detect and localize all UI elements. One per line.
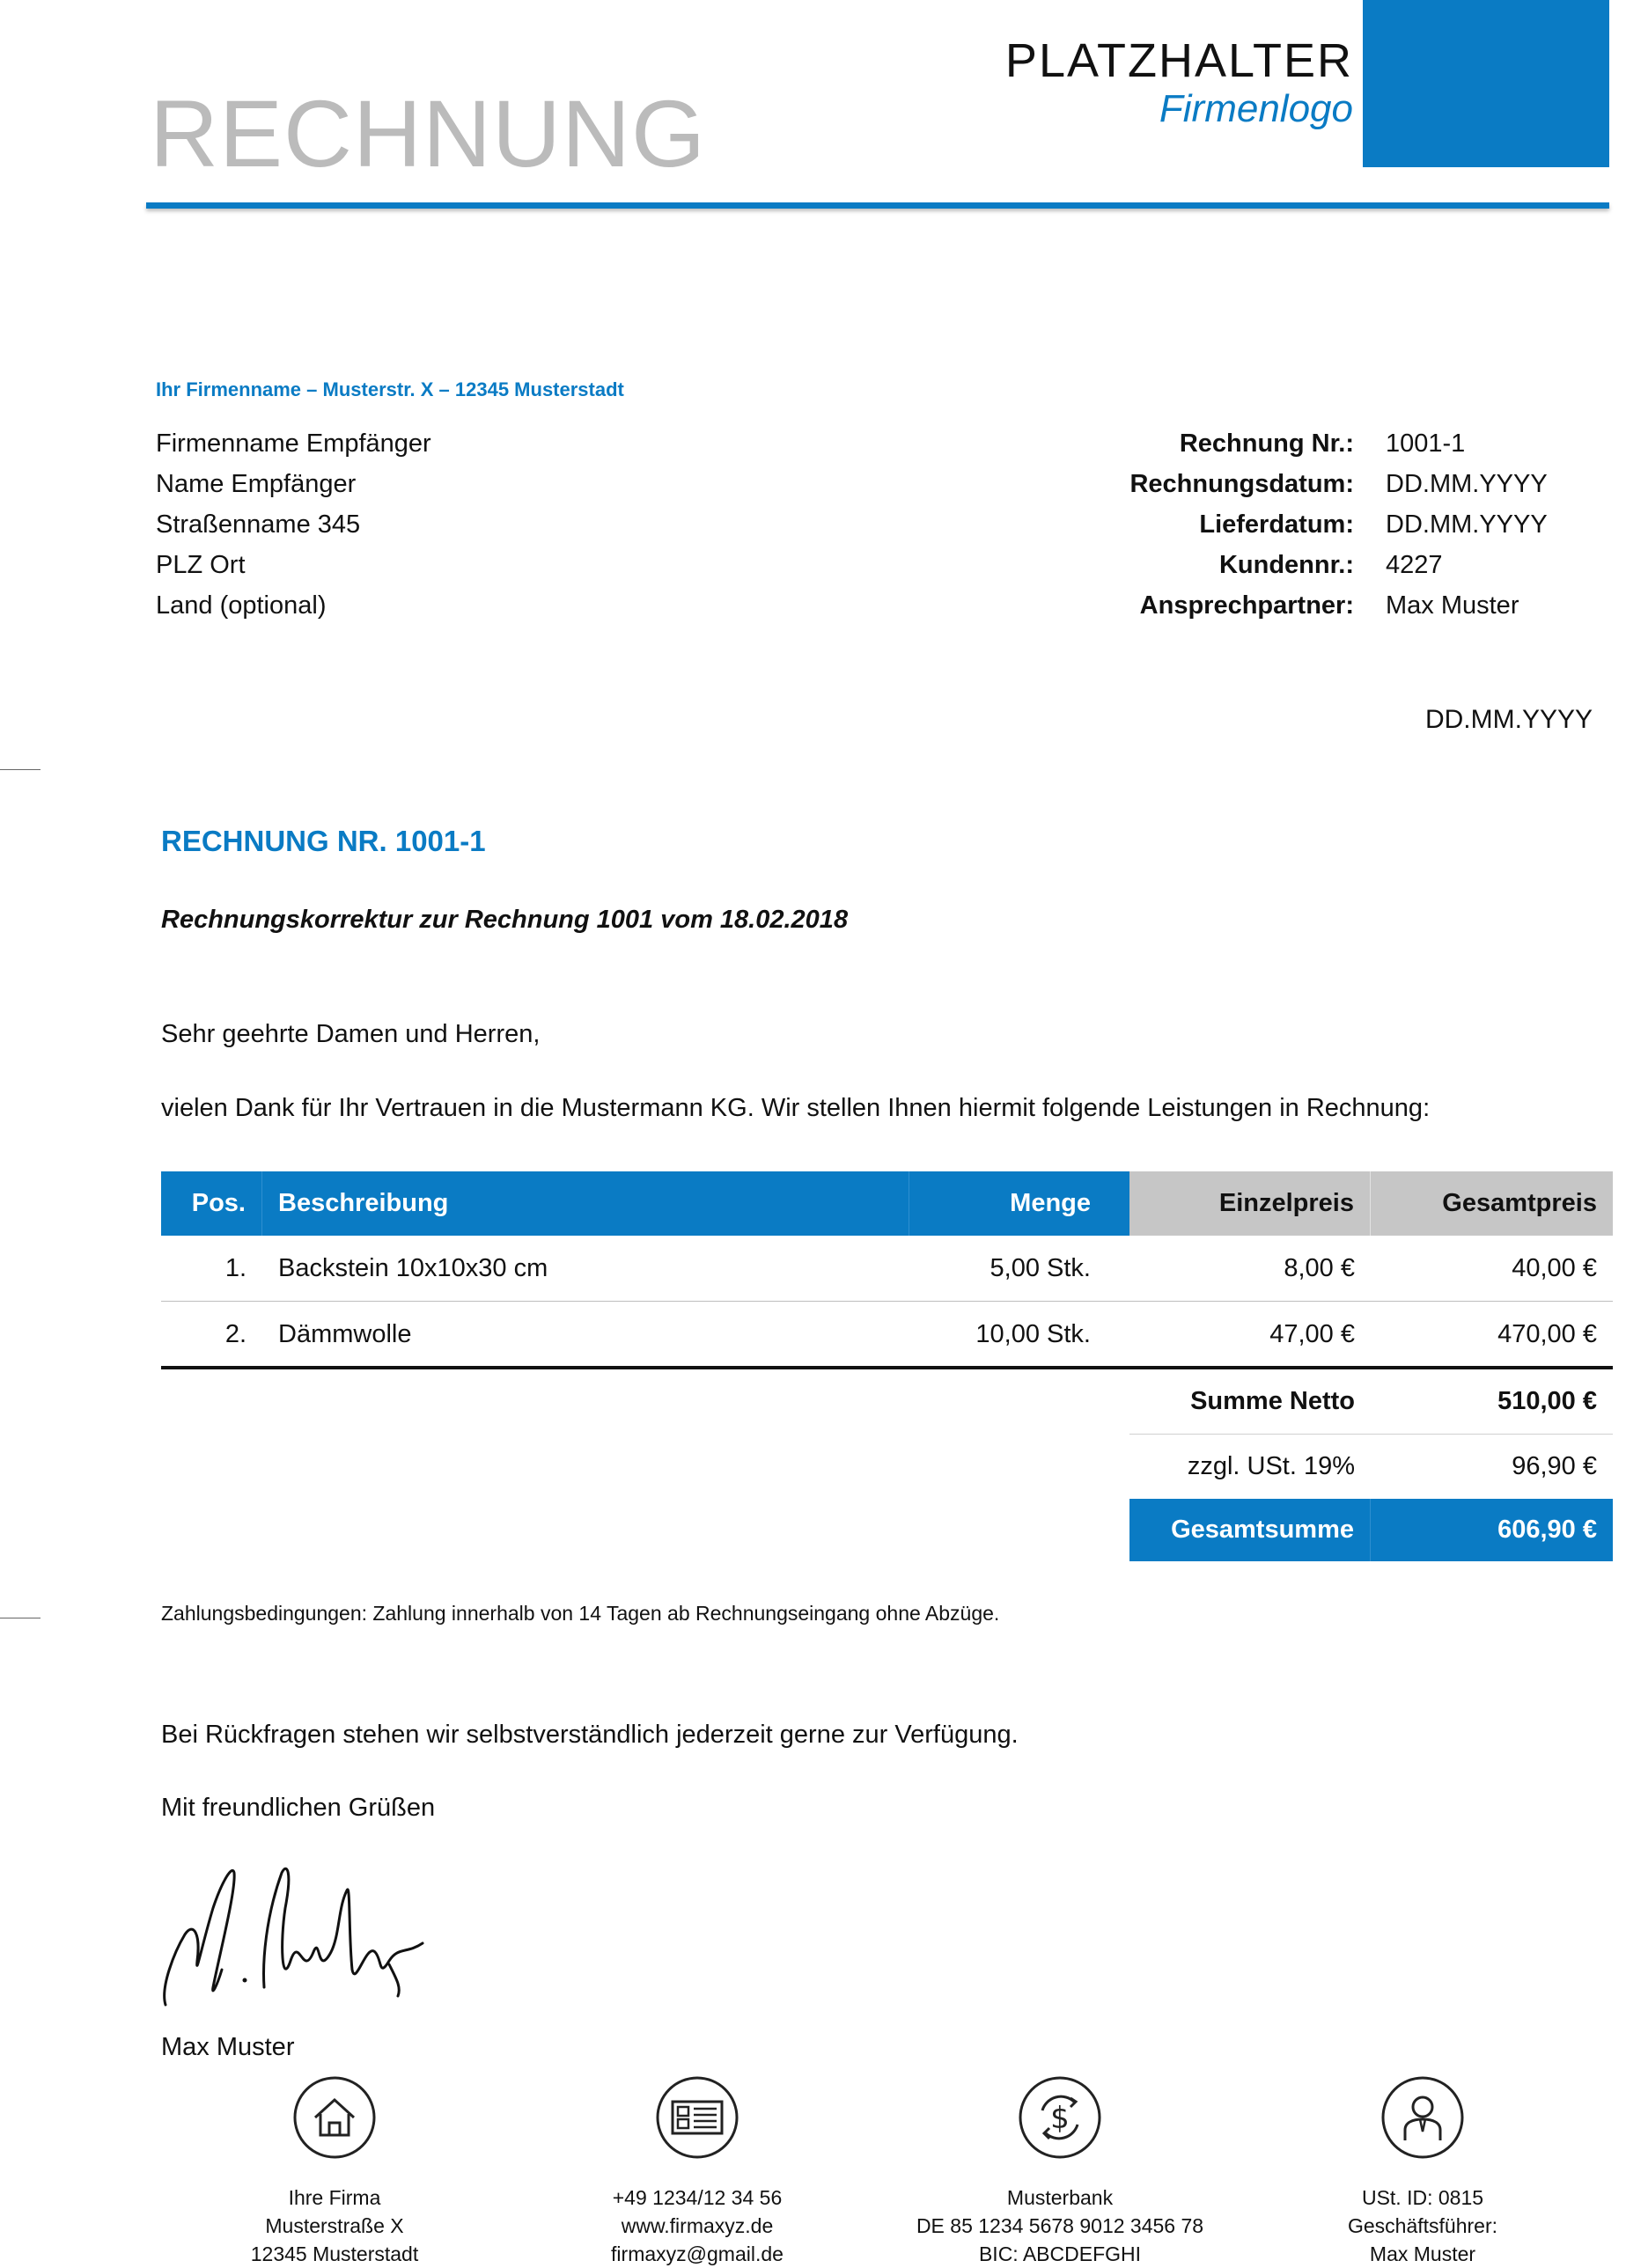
- footer-line: Ihre Firma: [288, 2186, 381, 2209]
- meta-label: Rechnungsdatum:: [1129, 470, 1354, 498]
- invoice-meta-block: [1012, 423, 1558, 626]
- row-quantity: 5,00 Stk.: [990, 1254, 1091, 1282]
- net-sum-row: [1129, 1369, 1613, 1434]
- fold-mark-upper: [0, 769, 40, 770]
- header-description: Beschreibung: [262, 1171, 909, 1236]
- meta-label: Kundennr.:: [1218, 551, 1354, 579]
- meta-row-customer-number: [1012, 545, 1558, 585]
- footer-company: [150, 2075, 519, 2268]
- vat-value: 96,90 €: [1512, 1452, 1597, 1480]
- net-sum-label: Summe Netto: [1190, 1387, 1355, 1415]
- meta-label: Rechnung Nr.:: [1179, 429, 1354, 458]
- footer-line: www.firmaxyz.de: [621, 2214, 774, 2237]
- handwritten-signature: [158, 1855, 449, 2014]
- header-pos: Pos.: [161, 1171, 262, 1236]
- recipient-line: PLZ Ort: [156, 551, 246, 579]
- signer-name: Max Muster: [161, 2033, 295, 2061]
- sender-return-line: Ihr Firmenname – Musterstr. X – 12345 Musterstadt: [156, 378, 624, 400]
- footer-management: [1238, 2075, 1608, 2268]
- meta-row-invoice-number: [1012, 423, 1558, 464]
- bank-dollar-icon: [1018, 2075, 1102, 2160]
- line-items-table: [161, 1171, 1613, 1561]
- row-description: Backstein 10x10x30 cm: [278, 1254, 548, 1282]
- row-unit-price: 47,00 €: [1269, 1320, 1355, 1348]
- footer-line: Musterbank: [1006, 2186, 1114, 2209]
- footer-text: [1238, 2184, 1608, 2268]
- header-quantity: Menge: [909, 1171, 1129, 1236]
- meta-row-delivery-date: [1012, 504, 1558, 545]
- payment-terms: Zahlungsbedingungen: Zahlung innerhalb von 14 Tagen ab Rechnungseingang ohne Abzüge.: [161, 1602, 1000, 1625]
- footer-bank: [875, 2075, 1245, 2268]
- logo-color-block: [1363, 0, 1609, 167]
- table-header-row: [161, 1171, 1613, 1236]
- contact-card-icon: [655, 2075, 739, 2160]
- row-pos: 1.: [224, 1254, 246, 1282]
- meta-value: 1001-1: [1386, 429, 1466, 458]
- meta-row-contact-person: [1012, 585, 1558, 626]
- vat-row: [1129, 1435, 1613, 1499]
- header-unit-price: Einzelpreis: [1129, 1171, 1371, 1236]
- invoice-title: RECHNUNG NR. 1001-1: [161, 825, 486, 857]
- grand-total-row: [1129, 1499, 1613, 1561]
- footer-text: [875, 2184, 1245, 2268]
- vat-label: zzgl. USt. 19%: [1187, 1452, 1355, 1480]
- correction-subtitle: Rechnungskorrektur zur Rechnung 1001 vom 18.02.2018: [161, 906, 849, 934]
- meta-value: Max Muster: [1386, 591, 1519, 620]
- recipient-line: Land (optional): [156, 591, 327, 620]
- footer-line: Geschäftsführer:: [1347, 2214, 1498, 2237]
- footer-line: BIC: ABCDEFGHI: [978, 2242, 1142, 2265]
- meta-value: 4227: [1386, 551, 1443, 579]
- footer-line: +49 1234/12 34 56: [612, 2186, 783, 2209]
- meta-label: Ansprechpartner:: [1139, 591, 1354, 620]
- manager-person-icon: [1380, 2075, 1465, 2160]
- footer-contact: [512, 2075, 882, 2268]
- row-unit-price: 8,00 €: [1284, 1254, 1355, 1282]
- row-description: Dämmwolle: [278, 1320, 412, 1348]
- meta-value: DD.MM.YYYY: [1386, 510, 1548, 539]
- recipient-line: Name Empfänger: [156, 470, 357, 498]
- logo-placeholder-subtitle: Firmenlogo: [1159, 87, 1353, 130]
- footer-line: firmaxyz@gmail.de: [611, 2242, 784, 2265]
- meta-value: DD.MM.YYYY: [1386, 470, 1548, 498]
- document-type-heading: RECHNUNG: [150, 80, 707, 187]
- closing-line: Bei Rückfragen stehen wir selbstverständlich jederzeit gerne zur Verfügung.: [161, 1721, 1019, 1749]
- logo-placeholder-title: PLATZHALTER: [1004, 34, 1353, 87]
- svg-text:$: $: [1050, 2101, 1070, 2136]
- footer-text: [512, 2184, 882, 2268]
- recipient-line: Straßenname 345: [156, 510, 361, 539]
- recipient-address: [156, 423, 431, 626]
- row-pos: 2.: [224, 1320, 246, 1348]
- header-total: Gesamtpreis: [1371, 1171, 1613, 1236]
- footer-line: Max Muster: [1369, 2242, 1476, 2265]
- footer-line: 12345 Musterstadt: [250, 2242, 419, 2265]
- row-total: 470,00 €: [1497, 1320, 1597, 1348]
- footer-line: Musterstraße X: [265, 2214, 404, 2237]
- footer-line: USt. ID: 0815: [1361, 2186, 1484, 2209]
- table-row: [161, 1236, 1613, 1301]
- recipient-line: Firmenname Empfänger: [156, 429, 431, 458]
- footer-line: DE 85 1234 5678 9012 3456 78: [916, 2214, 1204, 2237]
- intro-text: vielen Dank für Ihr Vertrauen in die Mustermann KG. Wir stellen Ihnen hiermit folgende Leistungen in Rechnung:: [161, 1094, 1431, 1122]
- net-sum-value: 510,00 €: [1497, 1387, 1597, 1415]
- meta-row-invoice-date: [1012, 464, 1558, 504]
- footer-text: [150, 2184, 519, 2268]
- meta-label: Lieferdatum:: [1199, 510, 1354, 539]
- header-divider: [146, 202, 1609, 209]
- grand-total-value: 606,90 €: [1497, 1516, 1597, 1544]
- row-total: 40,00 €: [1512, 1254, 1597, 1282]
- grand-total-label: Gesamtsumme: [1129, 1499, 1371, 1561]
- regards: Mit freundlichen Grüßen: [161, 1794, 436, 1822]
- document-date: DD.MM.YYYY: [1424, 705, 1593, 734]
- salutation: Sehr geehrte Damen und Herren,: [161, 1020, 541, 1048]
- table-row: [161, 1302, 1613, 1367]
- totals-block: [1129, 1369, 1613, 1561]
- row-quantity: 10,00 Stk.: [975, 1320, 1091, 1348]
- house-icon: [292, 2075, 377, 2160]
